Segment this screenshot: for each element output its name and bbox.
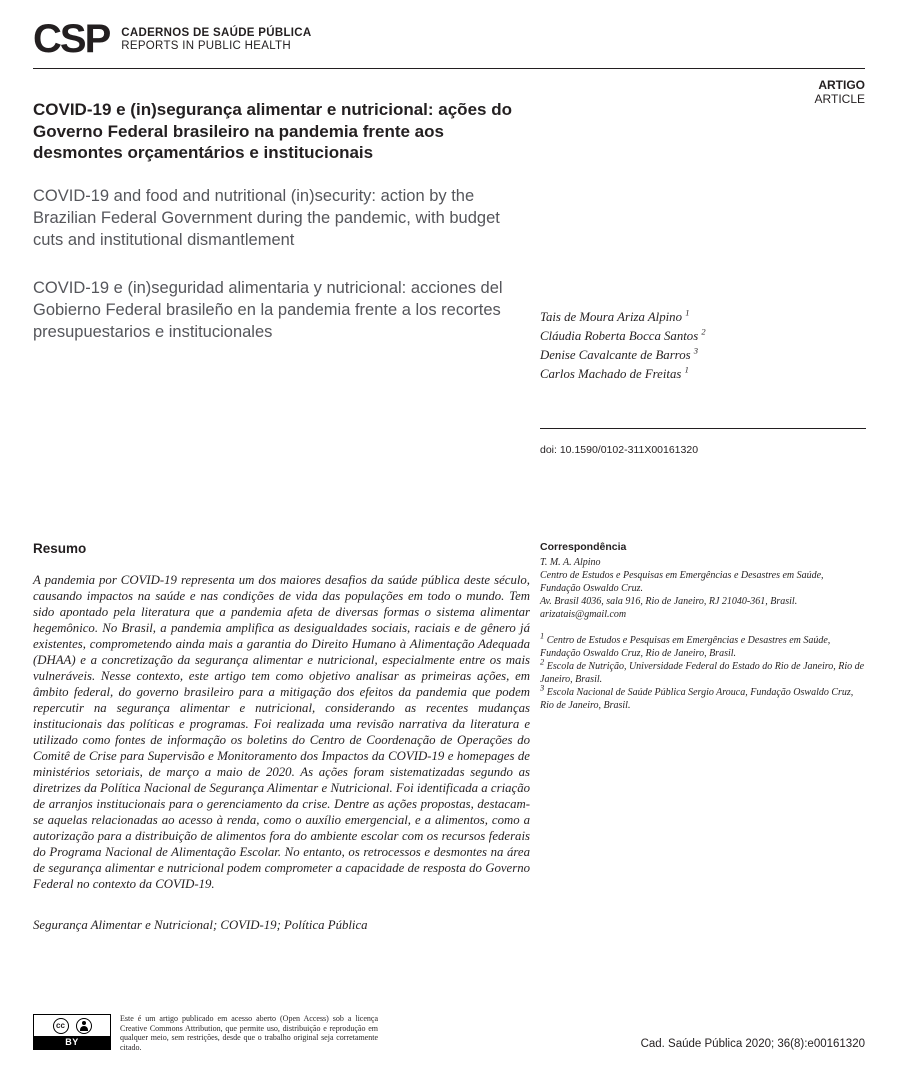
author-affiliation-number: 2: [701, 326, 706, 337]
correspondence-name: T. M. A. Alpino: [540, 557, 601, 568]
article-type: [815, 78, 865, 106]
author-affiliation-number: 1: [685, 307, 690, 318]
journal-name-pt: CADERNOS DE SAÚDE PÚBLICA: [121, 27, 312, 39]
cc-badge-icons: [34, 1015, 110, 1036]
author-affiliation-number: 3: [693, 345, 699, 356]
header-divider: [33, 68, 865, 69]
person-icon: [76, 1018, 92, 1034]
journal-name-en: REPORTS IN PUBLIC HEALTH: [121, 40, 291, 52]
title-english: COVID-19 and food and nutritional (in)security: action by the Brazilian Federal Government during the pandemic, with budget cuts and institutional dismantlement: [33, 186, 500, 249]
article-type-pt-label: ARTIGO: [818, 78, 865, 92]
journal-citation: Cad. Saúde Pública 2020; 36(8):e00161320: [640, 1038, 865, 1051]
journal-names: [121, 22, 311, 52]
author-doi-divider: [540, 428, 866, 429]
authors-list: [540, 308, 866, 384]
affiliation-number: 1: [540, 630, 545, 641]
cc-by-label: BY: [34, 1036, 110, 1049]
journal-logo: CSP: [33, 17, 110, 61]
affiliation-number: 2: [540, 656, 545, 667]
affiliation-item: $^3$ Escola Nacional de Saúde Pública Sergio Arouca, Fundação Oswaldo Cruz, Rio de Janeiro, Brasil.: [540, 682, 854, 711]
author-name: Denise Cavalcante de Barros $^3$: [540, 345, 699, 362]
affiliation-number: 3: [540, 682, 545, 693]
cc-by-badge[interactable]: [33, 1014, 111, 1050]
title-portuguese: COVID-19 e (in)segurança alimentar e nutricional: ações do Governo Federal brasileiro na pandemia frente aos desmontes orçamentários e institucionais: [33, 100, 512, 162]
journal-header: [33, 17, 312, 61]
author-name: Carlos Machado de Freitas $^1$: [540, 364, 689, 381]
affiliation-item: $^2$ Escola de Nutrição, Universidade Federal do Estado do Rio de Janeiro, Rio de Janeiro, Brasil.: [540, 656, 865, 685]
cc-icon: cc: [53, 1018, 69, 1034]
author-name: Cláudia Roberta Bocca Santos $^2$: [540, 326, 706, 343]
titles-column: [33, 99, 530, 343]
author-name: Tais de Moura Ariza Alpino $^1$: [540, 307, 690, 324]
keywords: Segurança Alimentar e Nutricional; COVID-19; Política Pública: [33, 918, 368, 932]
affiliation-item: $^1$ Centro de Estudos e Pesquisas em Emergências e Desastres em Saúde, Fundação Oswaldo Cruz, Rio de Janeiro, Brasil.: [540, 630, 831, 659]
correspondence-address: Av. Brasil 4036, sala 916, Rio de Janeiro, RJ 21040-361, Brasil.: [540, 596, 798, 607]
correspondence-section: [540, 541, 866, 712]
correspondence-heading: Correspondência: [540, 541, 627, 553]
affiliations-list: [540, 630, 866, 712]
title-spanish: COVID-19 e (in)seguridad alimentaria y nutricional: acciones del Gobierno Federal brasileño en la pandemia frente a los recortes presupuestarios e institucionales: [33, 278, 503, 341]
correspondence-email[interactable]: arizatais@gmail.com: [540, 609, 627, 620]
page-footer: [33, 1014, 865, 1052]
author-affiliation-number: 1: [684, 364, 689, 375]
abstract-section: [33, 541, 530, 933]
doi-text: doi: 10.1590/0102-311X00161320: [540, 444, 699, 456]
resumo-heading: Resumo: [33, 541, 87, 556]
abstract-text: A pandemia por COVID-19 representa um dos maiores desafios da saúde pública deste século, causando impactos na saúde e nas condições de vida das populações em todo o mundo. Tem sido apontado pela literatura que a pandemia afeta de diversas formas o sistema alimentar hegemônico. No Brasil, a pandemia amplifica as desigualdades sociais, raciais e de gênero já existentes, comprometendo ainda mais a garantia do Direito Humano à Alimentação Adequada (DHAA) e a concretização da segurança alimentar e nutricional, especialmente entre os mais vulneráveis. Nesse contexto, este artigo tem como objetivo analisar as primeiras ações, em âmbito federal, do governo brasileiro para a mitigação dos efeitos da pandemia que podem repercutir na segurança alimentar e nutricional, considerando as recentes mudanças institucionais das políticas e programas. Foi realizada uma revisão narrativa da literatura e utilizado como fontes de informação os boletins do Centro de Coordenação de Operações do Comitê de Crise para Supervisão e Monitoramento dos Impactos da COVID-19 e homepages de ministérios setoriais, de março a maio de 2020. As ações foram sistematizadas segundo as diretrizes da Política Nacional de Segurança Alimentar e Nutricional. Foi identificada a criação de arranjos institucionais para o gerenciamento da crise. Dentre as ações propostas, destacam-se aquelas relacionadas ao acesso à renda, como o auxílio emergencial, e a alimentos, como a autorização para a distribuição de alimentos fora do ambiente escolar com os recursos federais do Programa Nacional de Alimentação Escolar. No entanto, os retrocessos e desmontes na área de segurança alimentar e nutricional podem comprometer a capacidade de resposta do Governo Federal no contexto da COVID-19.: [33, 573, 530, 891]
correspondence-institution: Centro de Estudos e Pesquisas em Emergências e Desastres em Saúde, Fundação Oswaldo Cruz.: [540, 570, 824, 594]
license-text: Este é um artigo publicado em acesso aberto (Open Access) sob a licença Creative Commons Attribution, que permite uso, distribuição e reprodução em qualquer meio, sem restrições, desde que o trabalho original seja corretamente citado.: [120, 1014, 378, 1052]
article-type-en-label: ARTICLE: [814, 92, 865, 106]
